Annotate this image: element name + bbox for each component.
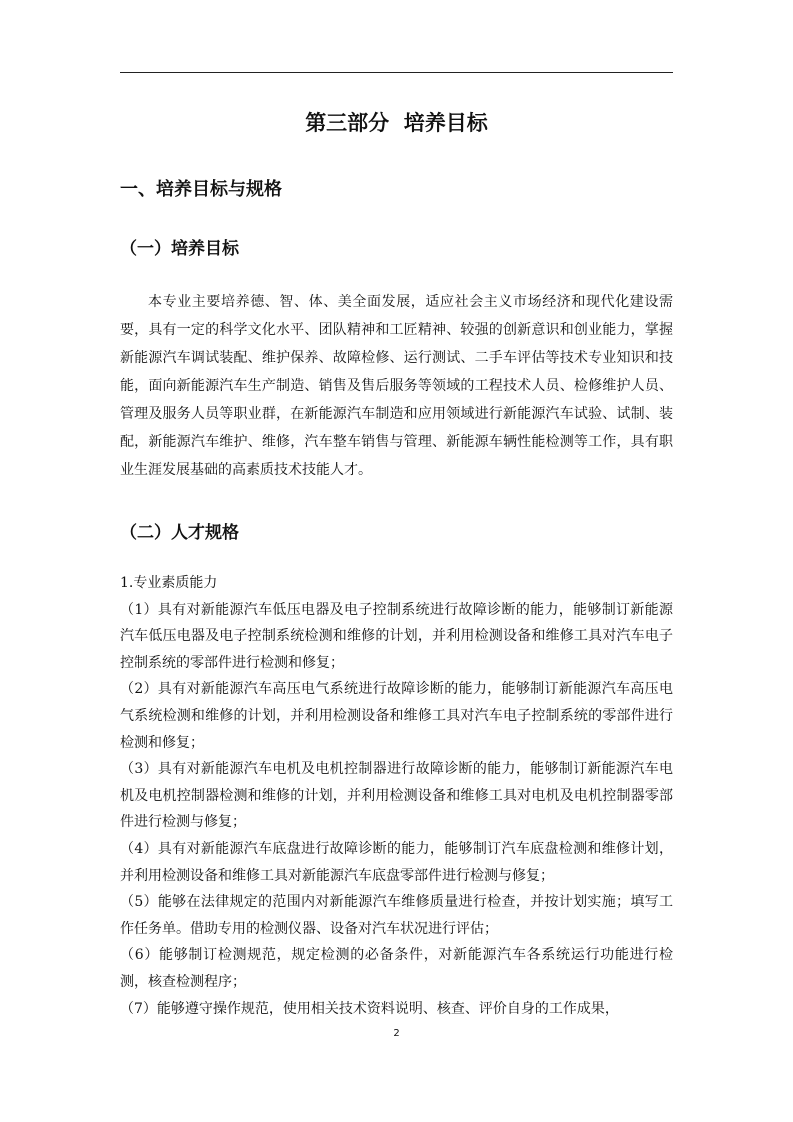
list-item: （1）具有对新能源汽车低压电器及电子控制系统进行故障诊断的能力，能够制订新能源汽车低压电器及电子控制系统检测和维修的计划，并利用检测设备和维修工具对汽车电子控制系统的零部件进行检测和修复；: [120, 601, 673, 671]
page-number: 2: [393, 1028, 400, 1039]
abilities-heading: 1.专业素质能力: [120, 575, 218, 591]
subsection-heading-goals: （一）培养目标: [120, 239, 239, 259]
list-item: （2）具有对新能源汽车高压电气系统进行故障诊断的能力，能够制订新能源汽车高压电气系统检测和维修的计划，并利用检测设备和维修工具对汽车电子控制系统的零部件进行检测和修复；: [120, 681, 673, 751]
part-title: 第三部分 培养目标: [305, 111, 488, 135]
list-item: （6）能够制订检测规范，规定检测的必备条件，对新能源汽车各系统运行功能进行检测，核查检测程序；: [120, 947, 673, 990]
list-item: （4）具有对新能源汽车底盘进行故障诊断的能力，能够制订汽车底盘检测和维修计划，并利用检测设备和维修工具对新能源汽车底盘零部件进行检测与修复；: [120, 840, 673, 884]
list-item: （3）具有对新能源汽车电机及电机控制器进行故障诊断的能力，能够制订新能源汽车电机及电机控制器检测和维修的计划，并利用检测设备和维修工具对电机及电机控制器零部件进行检测与修复；: [120, 761, 673, 831]
list-item: （5）能够在法律规定的范围内对新能源汽车维修质量进行检查，并按计划实施；填写工作任务单。借助专用的检测仪器、设备对汽车状况进行评估；: [120, 894, 673, 937]
section-heading: 一、培养目标与规格: [120, 179, 282, 200]
subsection-heading-specs: （二）人才规格: [120, 523, 239, 543]
goals-paragraph: 本专业主要培养德、智、体、美全面发展，适应社会主义市场经济和现代化建设需要，具有一定的科学文化水平、团队精神和工匠精神、较强的创新意识和创业能力，掌握新能源汽车调试装配、维护保养、故障检修、运行测试、二手车评估等技术专业知识和技能，面向新能源汽车生产制造、销售及售后服务等领域的工程技术人员、检修维护人员、管理及服务人员等职业群，在新能源汽车制造和应用领域进行新能源汽车试验、试制、装配，新能源汽车维护、维修，汽车整车销售与管理、新能源车辆性能检测等工作，具有职业生涯发展基础的高素质技术技能人才。: [120, 294, 673, 478]
header-rule: [120, 72, 673, 73]
abilities-list: [120, 570, 673, 1022]
list-item: （7）能够遵守操作规范，使用相关技术资料说明、核查、评价自身的工作成果，: [120, 1000, 619, 1017]
